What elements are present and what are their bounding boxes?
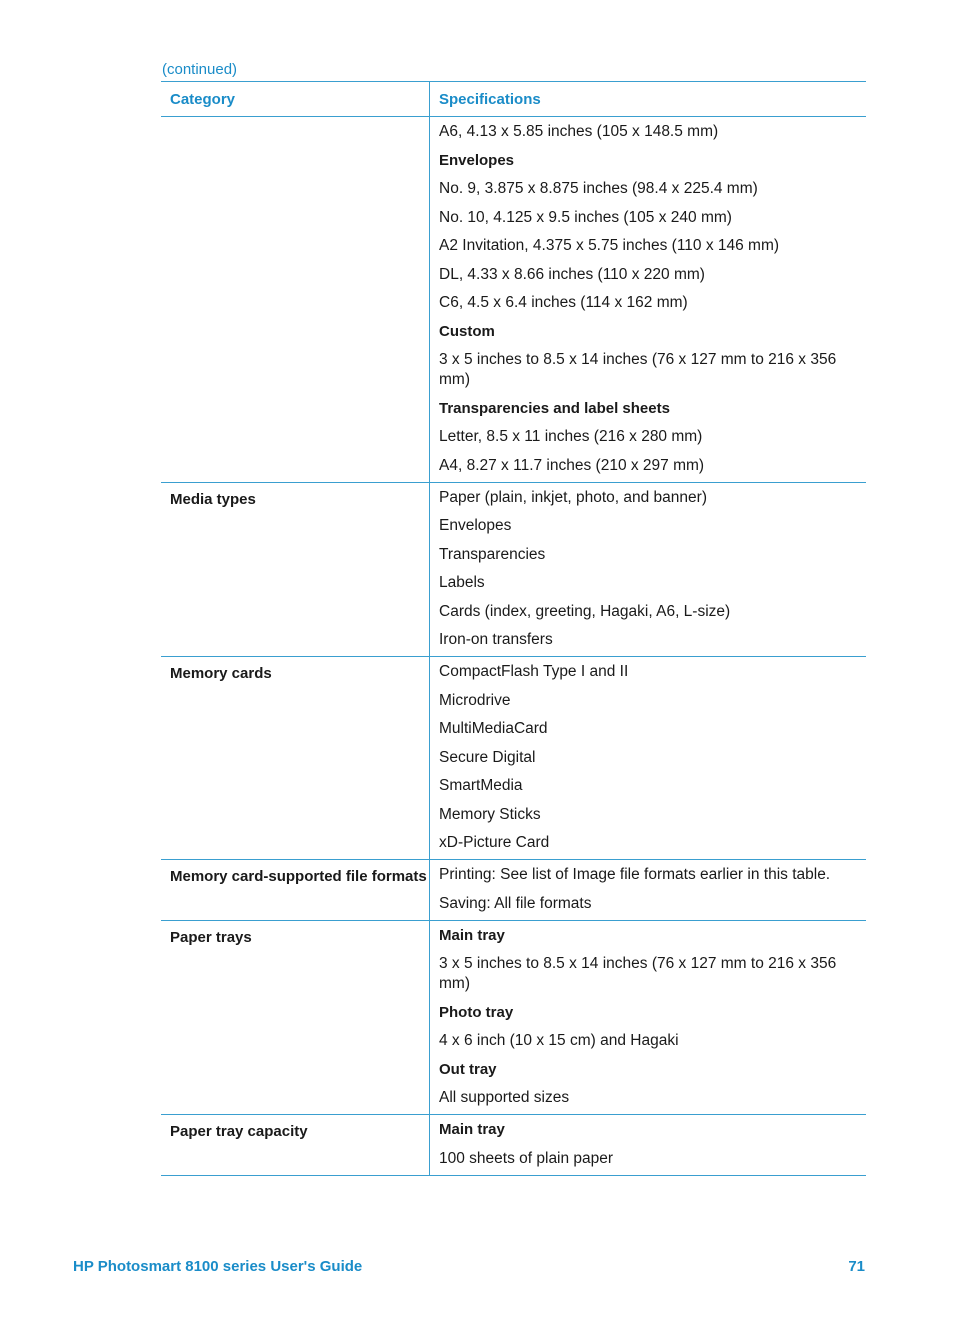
spec-line: 3 x 5 inches to 8.5 x 14 inches (76 x 127 mm to 216 x 356 mm) — [439, 955, 837, 992]
spec-line: 100 sheets of plain paper — [439, 1149, 614, 1167]
spec-line: No. 10, 4.125 x 9.5 inches (105 x 240 mm) — [439, 208, 732, 226]
spec-subheading: Transparencies and label sheets — [439, 399, 670, 417]
spec-line: Microdrive — [439, 691, 511, 709]
spec-subheading: Envelopes — [439, 151, 515, 169]
row-category: Memory card-supported file formats — [161, 860, 430, 920]
spec-line: A4, 8.27 x 11.7 inches (210 x 297 mm) — [439, 456, 705, 474]
table-row — [161, 921, 866, 1116]
row-specifications — [430, 1115, 866, 1175]
row-category: Media types — [161, 483, 430, 657]
spec-line: Memory Sticks — [439, 805, 541, 823]
row-specifications — [430, 921, 866, 1115]
spec-line: Envelopes — [439, 517, 512, 534]
spec-subheading: Photo tray — [439, 1003, 514, 1021]
specifications-table — [161, 81, 866, 1176]
spec-line: Labels — [439, 574, 485, 591]
spec-line: No. 9, 3.875 x 8.875 inches (98.4 x 225.4 mm) — [439, 180, 758, 197]
header-specifications: Specifications — [439, 91, 541, 108]
spec-line: Iron-on transfers — [439, 631, 553, 648]
spec-line: 3 x 5 inches to 8.5 x 14 inches (76 x 127 mm to 216 x 356 mm) — [439, 351, 837, 388]
spec-subheading: Main tray — [439, 926, 505, 944]
spec-subheading: Main tray — [439, 1121, 505, 1138]
continued-label: (continued) — [162, 61, 238, 78]
spec-line: SmartMedia — [439, 777, 523, 794]
table-row — [161, 1115, 866, 1176]
spec-line: Letter, 8.5 x 11 inches (216 x 280 mm) — [439, 428, 703, 445]
row-category: Memory cards — [161, 657, 430, 859]
spec-line: MultiMediaCard — [439, 720, 548, 737]
row-specifications — [430, 657, 866, 859]
table-row — [161, 117, 866, 483]
table-row — [161, 657, 866, 860]
header-category: Category — [161, 82, 430, 116]
spec-line: Printing: See list of Image file formats earlier in this table. — [439, 866, 831, 883]
row-specifications — [430, 117, 866, 482]
spec-line: A2 Invitation, 4.375 x 5.75 inches (110 x 146 mm) — [439, 237, 780, 254]
table-header — [161, 82, 866, 117]
table-row — [161, 860, 866, 921]
footer-page-number: 71 — [848, 1258, 865, 1275]
spec-line: Secure Digital — [439, 748, 536, 766]
spec-line: Paper (plain, inkjet, photo, and banner) — [439, 488, 707, 506]
footer-guide-title: HP Photosmart 8100 series User's Guide — [73, 1258, 363, 1275]
spec-line: All supported sizes — [439, 1089, 570, 1106]
spec-subheading: Out tray — [439, 1060, 497, 1078]
spec-line: CompactFlash Type I and II — [439, 663, 629, 680]
spec-line: xD-Picture Card — [439, 834, 550, 851]
row-category: Paper trays — [161, 921, 430, 1115]
row-specifications — [430, 860, 866, 920]
row-specifications — [430, 483, 866, 657]
row-category — [161, 117, 430, 482]
table-row — [161, 483, 866, 658]
spec-line: Cards (index, greeting, Hagaki, A6, L-size) — [439, 602, 731, 620]
spec-line: Saving: All file formats — [439, 894, 592, 912]
spec-line: A6, 4.13 x 5.85 inches (105 x 148.5 mm) — [439, 123, 719, 140]
spec-line: Transparencies — [439, 545, 546, 563]
row-category: Paper tray capacity — [161, 1115, 430, 1175]
spec-line: 4 x 6 inch (10 x 15 cm) and Hagaki — [439, 1032, 679, 1049]
spec-line: C6, 4.5 x 6.4 inches (114 x 162 mm) — [439, 294, 688, 311]
spec-subheading: Custom — [439, 322, 495, 340]
table-body — [161, 117, 866, 1176]
spec-line: DL, 4.33 x 8.66 inches (110 x 220 mm) — [439, 265, 705, 283]
